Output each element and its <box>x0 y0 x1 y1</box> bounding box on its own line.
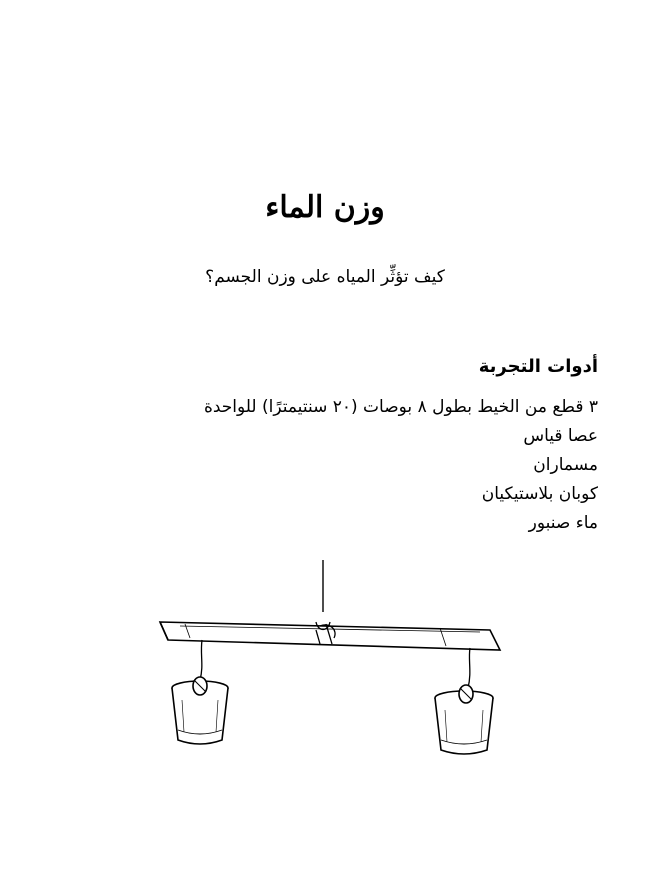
materials-item-nails: مسماران <box>533 455 598 475</box>
right-string <box>468 648 470 688</box>
balance-illustration <box>140 560 510 760</box>
materials-heading: أدوات التجربة <box>478 356 598 377</box>
materials-section <box>78 356 598 538</box>
experiment-question: كيف تؤثِّر المياه على وزن الجسم؟ <box>205 267 445 287</box>
page-title: وزن الماء <box>265 190 385 226</box>
materials-item-water: ماء صنبور <box>528 513 598 533</box>
materials-item-meter-stick: عصا قياس <box>523 426 598 446</box>
right-cup <box>435 685 493 754</box>
materials-item-cups: كوبان بلاستيكيان <box>481 484 598 504</box>
left-string <box>200 640 202 680</box>
materials-item-string: ٣ قطع من الخيط بطول ٨ بوصات (٢٠ سنتيمترًا) للواحدة <box>203 397 598 417</box>
materials-list <box>78 393 598 538</box>
left-cup <box>172 677 228 744</box>
